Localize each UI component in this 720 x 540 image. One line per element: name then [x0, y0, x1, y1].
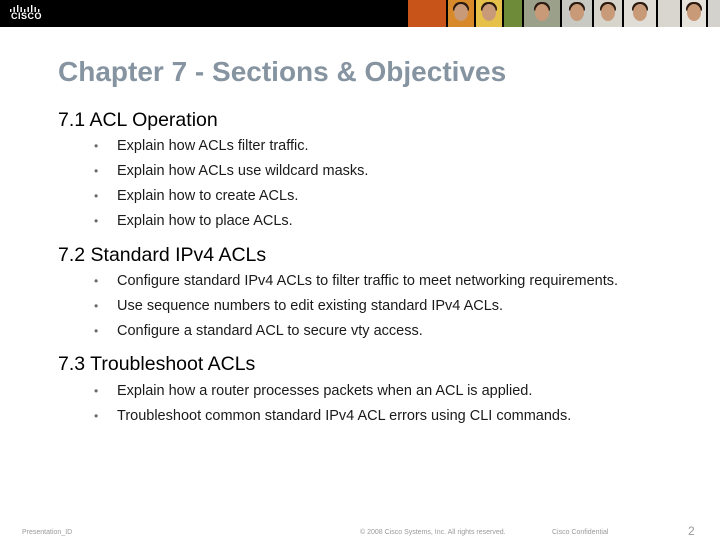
header-photo — [524, 0, 560, 27]
bullet-icon: • — [94, 384, 99, 398]
bullet-icon: • — [94, 274, 99, 288]
section-heading: 7.2 Standard IPv4 ACLs — [58, 244, 267, 266]
slide-title: Chapter 7 - Sections & Objectives — [58, 56, 507, 87]
header-bar — [0, 0, 720, 27]
page-number: 2 — [688, 524, 695, 538]
header-photo-strip — [408, 0, 720, 27]
objective-text: Configure standard IPv4 ACLs to filter traffic to meet networking requirements. — [117, 273, 619, 289]
objective-text: Explain how ACLs use wildcard masks. — [117, 163, 369, 179]
header-photo — [624, 0, 656, 27]
footer-copyright: © 2008 Cisco Systems, Inc. All rights reserved. — [360, 529, 506, 536]
header-photo — [448, 0, 474, 27]
objective-text: Configure a standard ACL to secure vty access. — [117, 323, 423, 339]
objective-text: Explain how a router processes packets when an ACL is applied. — [117, 383, 533, 399]
objective-text: Use sequence numbers to edit existing standard IPv4 ACLs. — [117, 298, 504, 314]
objective-text: Explain how to create ACLs. — [117, 188, 299, 204]
header-photo — [562, 0, 592, 27]
objective-item — [94, 213, 293, 229]
header-photo — [594, 0, 622, 27]
objective-item — [94, 188, 298, 204]
footer-confidential: Cisco Confidential — [552, 529, 609, 536]
bullet-icon: • — [94, 189, 99, 203]
footer-presentation-id: Presentation_ID — [22, 529, 73, 536]
header-photo — [476, 0, 502, 27]
objective-item — [94, 298, 503, 314]
objective-item — [94, 408, 571, 424]
bullet-icon: • — [94, 409, 99, 423]
cisco-logo-text: CISCO — [11, 11, 43, 21]
bullet-icon: • — [94, 139, 99, 153]
objective-item — [94, 138, 309, 154]
bullet-icon: • — [94, 164, 99, 178]
section-heading: 7.1 ACL Operation — [58, 109, 218, 131]
header-photo — [504, 0, 522, 27]
objective-text: Troubleshoot common standard IPv4 ACL errors using CLI commands. — [117, 408, 572, 424]
bullet-icon: • — [94, 214, 99, 228]
header-photo — [708, 0, 720, 27]
bullet-icon: • — [94, 299, 99, 313]
objective-text: Explain how to place ACLs. — [117, 213, 293, 229]
section-heading: 7.3 Troubleshoot ACLs — [58, 353, 256, 375]
header-photo — [682, 0, 706, 27]
header-photo — [658, 0, 680, 27]
objective-text: Explain how ACLs filter traffic. — [117, 138, 309, 154]
header-photo — [408, 0, 446, 27]
objective-item — [94, 383, 532, 399]
objective-item — [94, 273, 618, 289]
objective-item — [94, 163, 368, 179]
bullet-icon: • — [94, 324, 99, 338]
objective-item — [94, 323, 423, 339]
